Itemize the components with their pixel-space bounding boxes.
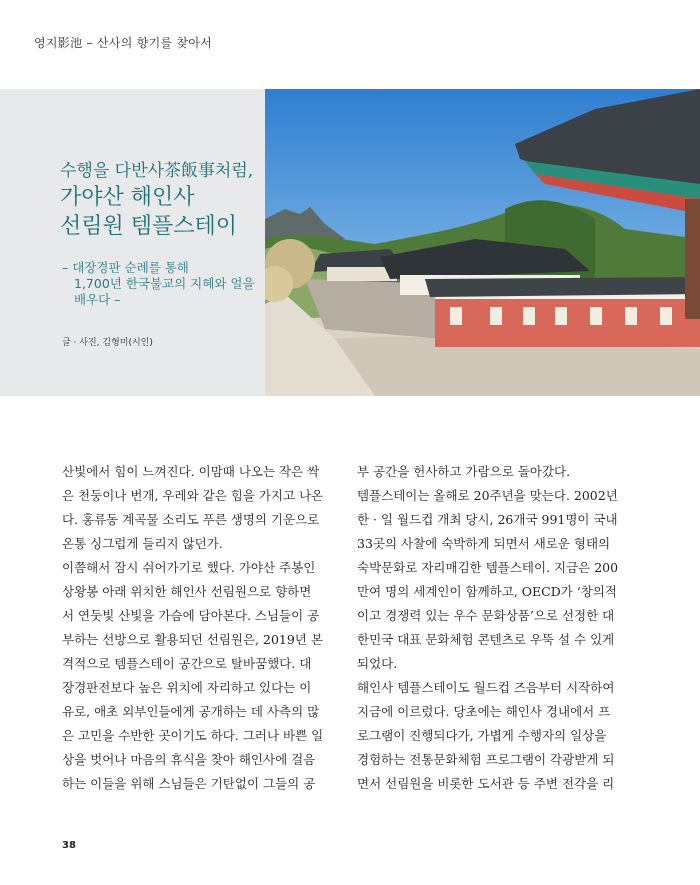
page-number: 38 xyxy=(62,840,76,851)
body-line: 면서 선림원을 비롯한 도서관 등 주변 전각을 리 xyxy=(357,776,615,791)
hero-section xyxy=(0,89,700,396)
body-line: 은 고민을 수반한 곳이기도 하다. 그러나 바쁜 일 xyxy=(62,728,324,743)
body-line: 서 연둣빛 산빛을 가슴에 담아본다. 스님들이 공 xyxy=(62,608,320,623)
body-line: 하는 이들을 위해 스님들은 기탄없이 그들의 공 xyxy=(62,776,316,791)
body-line: 로그램이 진행되다가, 가볍게 수행자의 일상을 xyxy=(357,728,607,743)
headline-line-1: 수행을 다반사茶飯事처럼, xyxy=(60,161,254,181)
body-line: 33곳의 사찰에 숙박하게 되면서 새로운 형태의 xyxy=(357,536,611,551)
body-line: 해인사 템플스테이도 월드컵 즈음부터 시작하여 xyxy=(357,680,615,695)
byline: 글 · 사진, 김형미(시인) xyxy=(62,338,153,348)
temple-photo xyxy=(265,89,700,396)
body-line: 은 천둥이나 번개, 우레와 같은 힘을 가지고 나온 xyxy=(62,488,324,503)
subtitle xyxy=(62,260,262,308)
body-line: 유로, 애초 외부인들에게 공개하는 데 사측의 많 xyxy=(62,704,320,719)
body-line: 상왕봉 아래 위치한 해인사 선림원으로 향하면 xyxy=(62,584,312,599)
body-line: 이고 경쟁력 있는 우수 문화상품’으로 선정한 대 xyxy=(357,608,615,623)
running-head: 영지影池 – 산사의 향기를 찾아서 xyxy=(34,36,213,50)
hero-text-panel xyxy=(0,89,265,396)
body-line: 다. 홍류동 계곡물 소리도 푸른 생명의 기운으로 xyxy=(62,512,320,527)
body-column-left xyxy=(62,460,322,796)
body-column-right xyxy=(357,460,617,796)
body-line: 장경판전보다 높은 위치에 자리하고 있다는 이 xyxy=(62,680,312,695)
body-line: 산빛에서 힘이 느껴진다. 이맘때 나오는 작은 싹 xyxy=(62,464,320,479)
subtitle-line-1: – 대장경판 순례를 통해 xyxy=(62,260,189,275)
body-line: 부 공간을 헌사하고 가람으로 돌아갔다. xyxy=(357,464,571,479)
body-line: 숙박문화로 자리매김한 템플스테이. 지금은 200 xyxy=(357,560,619,575)
body-line: 부하는 선방으로 활용되던 선림원은, 2019년 본 xyxy=(62,632,323,647)
headline xyxy=(60,159,260,241)
body-line: 만여 명의 세계인이 함께하고, OECD가 ‘창의적 xyxy=(357,584,617,599)
subtitle-line-2: 1,700년 한국불교의 지혜와 얼을 xyxy=(74,276,255,291)
body-line: 되었다. xyxy=(357,656,398,671)
headline-line-2: 가야산 해인사 xyxy=(60,185,195,210)
body-line: 상을 벗어나 마음의 휴식을 찾아 해인사에 걸음 xyxy=(62,752,316,767)
body-line: 템플스테이는 올해로 20주년을 맞는다. 2002년 xyxy=(357,488,618,503)
body-line: 한민국 대표 문화체험 콘텐츠로 우뚝 설 수 있게 xyxy=(357,632,615,647)
body-line: 온통 싱그럽게 들리지 않던가. xyxy=(62,536,223,551)
headline-line-3: 선림원 템플스테이 xyxy=(60,214,238,239)
body-line: 한 · 일 월드컵 개최 당시, 26개국 991명이 국내 xyxy=(357,512,618,527)
body-line: 경험하는 전통문화체험 프로그램이 각광받게 되 xyxy=(357,752,615,767)
body-line: 지금에 이르렀다. 당초에는 해인사 경내에서 프 xyxy=(357,704,611,719)
body-line: 이쯤해서 잠시 쉬어가기로 했다. 가야산 주봉인 xyxy=(62,560,316,575)
subtitle-line-3: 배우다 – xyxy=(74,292,121,307)
body-line: 격적으로 템플스테이 공간으로 탈바꿈했다. 대 xyxy=(62,656,312,671)
